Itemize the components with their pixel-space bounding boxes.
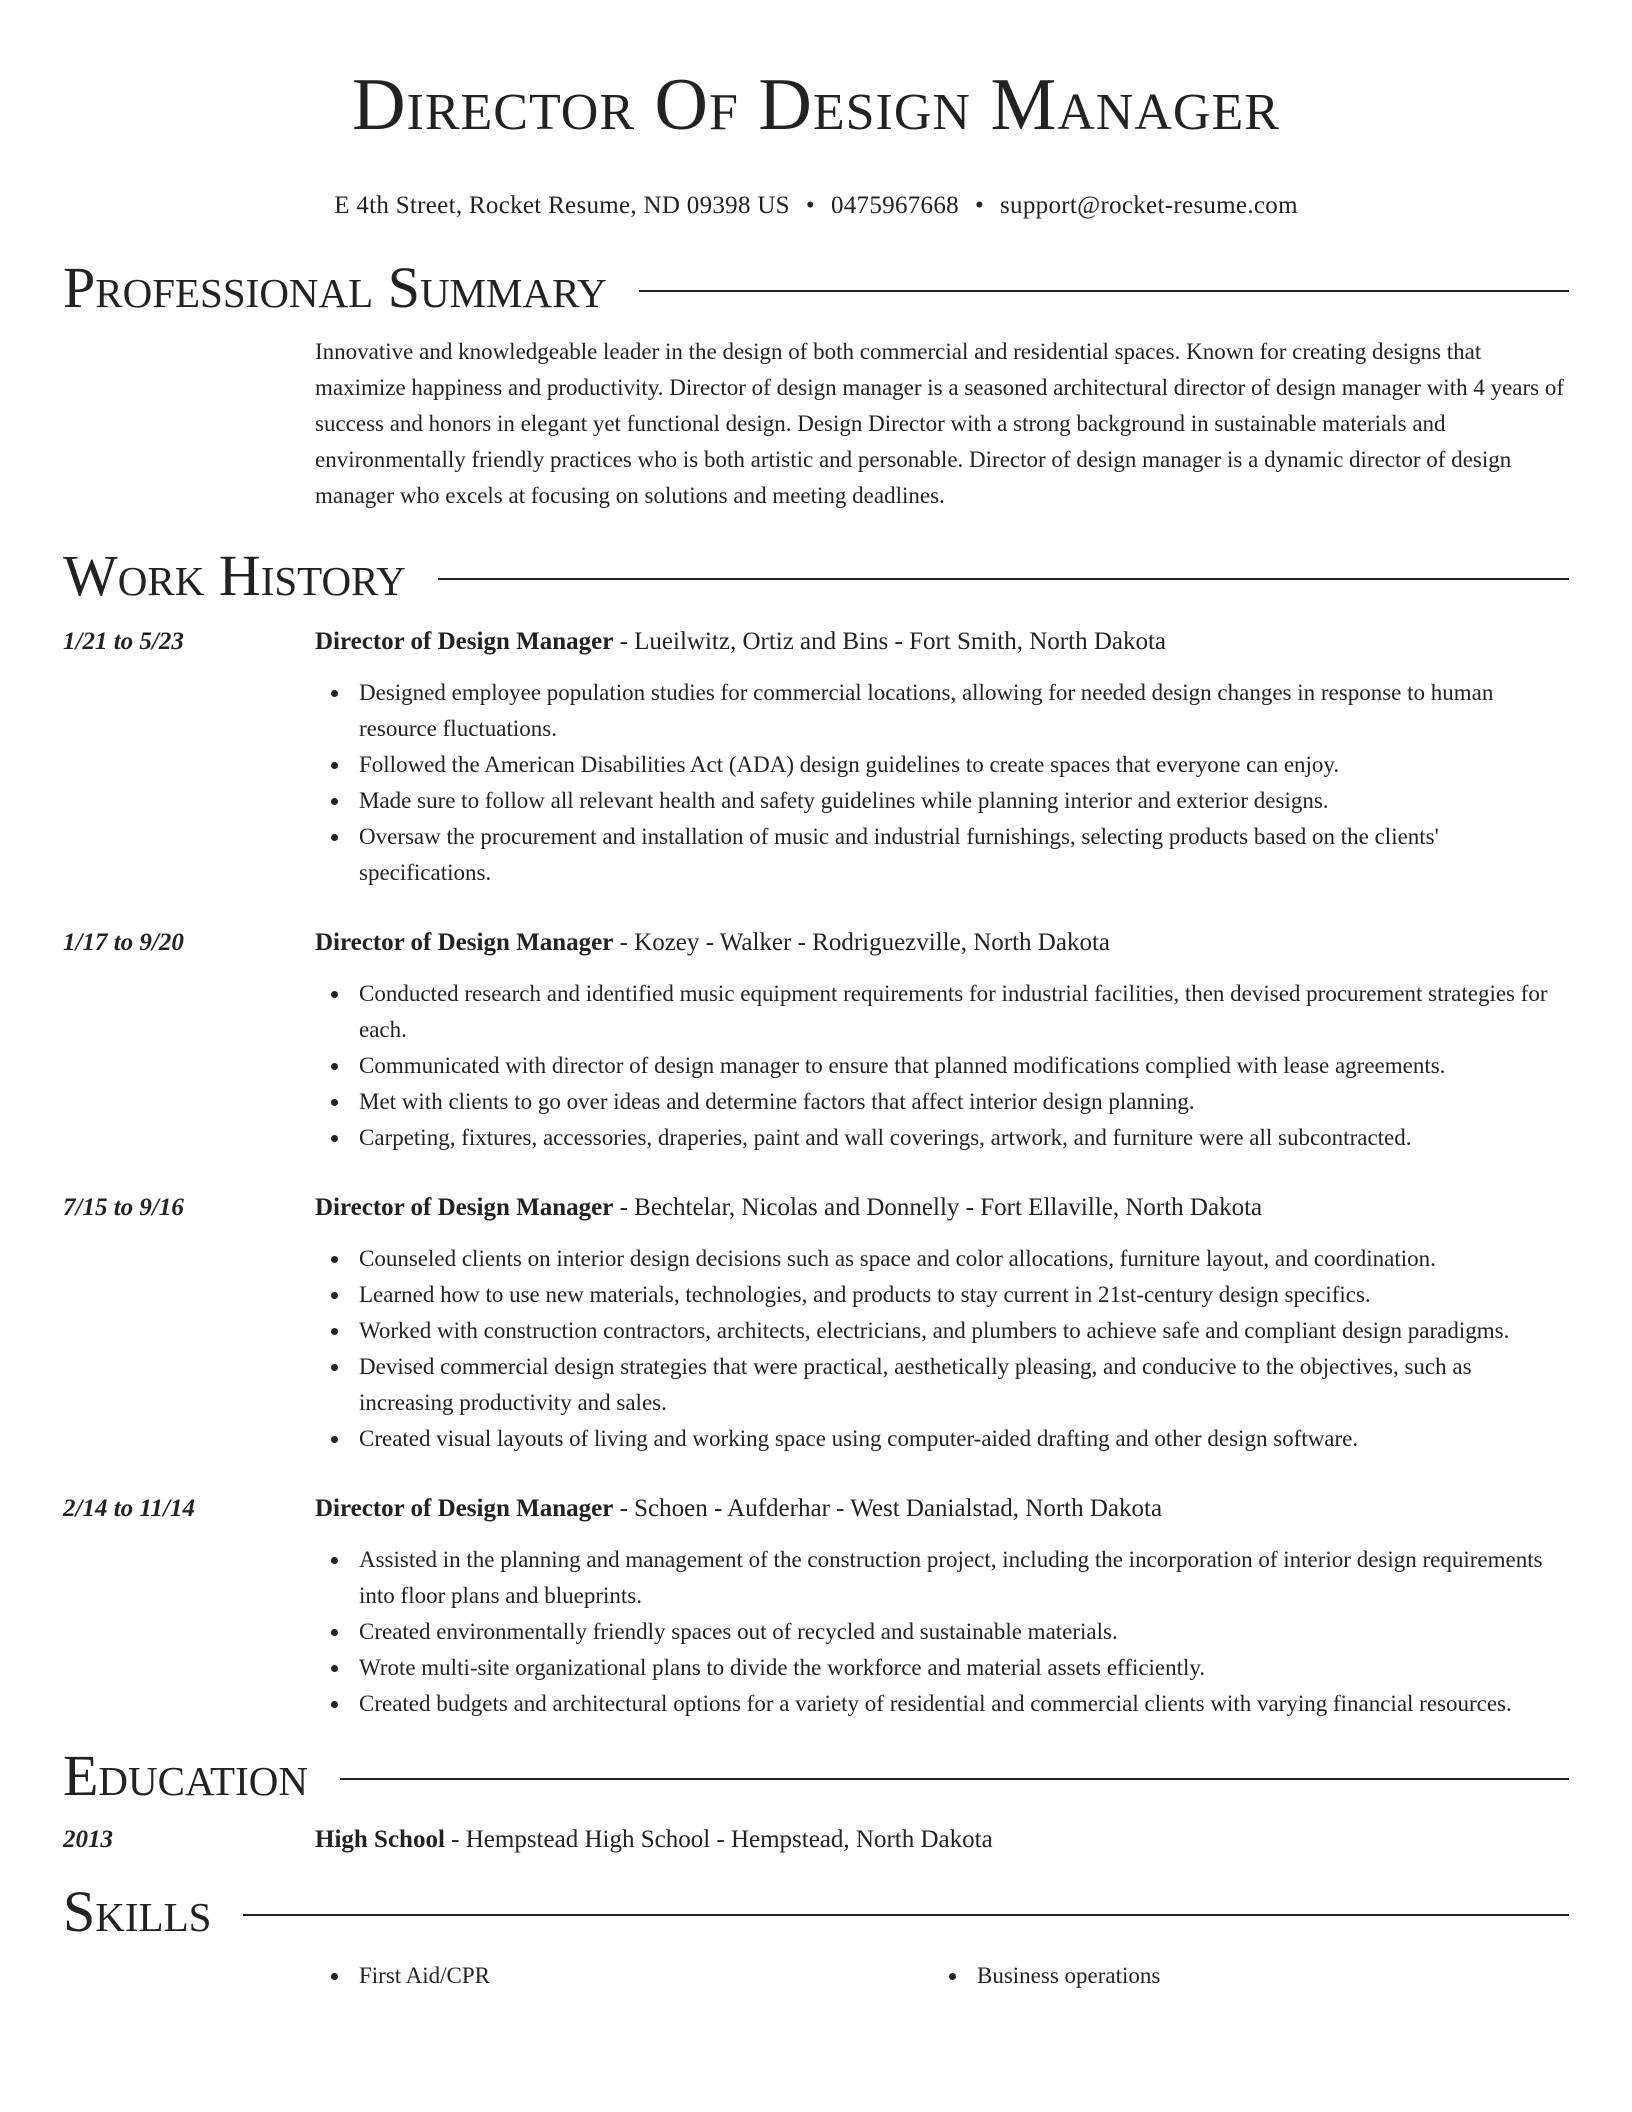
job-title	[315, 925, 1569, 961]
job-title	[315, 1190, 1569, 1226]
education-degree: High School	[315, 1826, 445, 1853]
bullet-item: Carpeting, fixtures, accessories, draperies, paint and wall coverings, artwork, and furniture were all subcontracted.	[359, 1120, 1569, 1156]
education-year: 2013	[63, 1826, 113, 1853]
education-school: - Hempstead High School - Hempstead, North Dakota	[451, 1826, 993, 1853]
contact-separator: •	[805, 192, 815, 219]
bullet-item: Met with clients to go over ideas and determine factors that affect interior design planning.	[359, 1084, 1569, 1120]
summary-section-header	[63, 256, 1569, 320]
job-company: - Bechtelar, Nicolas and Donnelly - Fort Ellaville, North Dakota	[619, 1194, 1263, 1221]
bullet-item: Made sure to follow all relevant health and safety guidelines while planning interior and exterior designs.	[359, 783, 1569, 819]
bullet-item: Assisted in the planning and management of the construction project, including the incorporation of interior design requirements into floor plans and blueprints.	[359, 1542, 1569, 1614]
job-company: - Schoen - Aufderhar - West Danialstad, North Dakota	[619, 1495, 1163, 1522]
section-divider	[438, 578, 1569, 580]
job-company: - Kozey - Walker - Rodriguezville, North Dakota	[619, 929, 1110, 956]
contact-phone: 0475967668	[830, 192, 959, 219]
job-role: Director of Design Manager	[315, 929, 614, 956]
job-role: Director of Design Manager	[315, 628, 614, 655]
job-dates: 1/21 to 5/23	[63, 628, 184, 655]
skills-section	[63, 1958, 1569, 1994]
job-dates: 1/17 to 9/20	[63, 929, 184, 956]
job-entry	[63, 1491, 1569, 1722]
bullet-item: Oversaw the procurement and installation of music and industrial furnishings, selecting products based on the clients' specifications.	[359, 819, 1569, 891]
bullet-item: Created visual layouts of living and working space using computer-aided drafting and other design software.	[359, 1421, 1569, 1457]
education-entry	[63, 1822, 1569, 1858]
job-entry	[63, 1190, 1569, 1457]
summary-text: Innovative and knowledgeable leader in the design of both commercial and residential spaces. Known for creating designs that maximize happiness and productivity. Director of design manager is a seasoned architectural director of design manager with 4 years of success and honors in elegant yet functional design. Design Director with a strong background in sustainable materials and environmentally friendly practices who is both artistic and personable. Director of design manager is a dynamic director of design manager who excels at focusing on solutions and meeting deadlines.	[315, 339, 1565, 508]
bullet-item: Created environmentally friendly spaces out of recycled and sustainable materials.	[359, 1614, 1569, 1650]
bullet-item: Communicated with director of design manager to ensure that planned modifications complied with lease agreements.	[359, 1048, 1569, 1084]
job-role: Director of Design Manager	[315, 1495, 614, 1522]
skills-column	[315, 1958, 933, 1994]
job-title	[315, 1491, 1569, 1527]
skills-section-header	[63, 1880, 1569, 1944]
job-bullets	[315, 976, 1569, 1156]
bullet-item: Devised commercial design strategies that were practical, aesthetically pleasing, and conducive to the objectives, such as increasing productivity and sales.	[359, 1349, 1569, 1421]
job-entry	[63, 925, 1569, 1156]
work-section-title: Work History	[63, 543, 406, 608]
job-bullets	[315, 1542, 1569, 1722]
work-section-header	[63, 544, 1569, 608]
summary-section-title: Professional Summary	[63, 255, 607, 320]
job-company: - Lueilwitz, Ortiz and Bins - Fort Smith, North Dakota	[619, 628, 1167, 655]
job-entry	[63, 624, 1569, 891]
section-divider	[243, 1914, 1569, 1916]
education-section-title: Education	[63, 1743, 308, 1808]
bullet-item: Designed employee population studies for commercial locations, allowing for needed design changes in response to human resource fluctuations.	[359, 675, 1569, 747]
skill-item: First Aid/CPR	[359, 1958, 933, 1994]
skill-item: Business operations	[977, 1958, 1551, 1994]
bullet-item: Worked with construction contractors, architects, electricians, and plumbers to achieve safe and compliant design paradigms.	[359, 1313, 1569, 1349]
job-dates: 2/14 to 11/14	[63, 1495, 195, 1522]
education-title	[315, 1822, 1569, 1858]
candidate-name: Director Of Design Manager	[352, 64, 1280, 146]
bullet-item: Followed the American Disabilities Act (ADA) design guidelines to create spaces that everyone can enjoy.	[359, 747, 1569, 783]
job-dates: 7/15 to 9/16	[63, 1194, 184, 1221]
skills-column	[933, 1958, 1551, 1994]
contact-line	[63, 190, 1569, 222]
contact-separator: •	[974, 192, 985, 219]
bullet-item: Learned how to use new materials, technologies, and products to stay current in 21st-century design specifics.	[359, 1277, 1569, 1313]
section-divider	[639, 290, 1569, 292]
bullet-item: Conducted research and identified music equipment requirements for industrial facilities, then devised procurement strategies for each.	[359, 976, 1569, 1048]
skills-section-title: Skills	[63, 1879, 212, 1944]
job-bullets	[315, 675, 1569, 891]
job-title	[315, 624, 1569, 660]
section-divider	[340, 1778, 1569, 1780]
summary-section	[63, 334, 1569, 514]
bullet-item: Counseled clients on interior design decisions such as space and color allocations, furniture layout, and coordination.	[359, 1241, 1569, 1277]
contact-address: E 4th Street, Rocket Resume, ND 09398 US	[334, 192, 790, 219]
bullet-item: Created budgets and architectural options for a variety of residential and commercial clients with varying financial resources.	[359, 1686, 1569, 1722]
bullet-item: Wrote multi-site organizational plans to divide the workforce and material assets efficiently.	[359, 1650, 1569, 1686]
job-bullets	[315, 1241, 1569, 1457]
contact-email: support@rocket-resume.com	[1000, 192, 1298, 219]
skills-grid	[315, 1958, 1569, 1994]
job-role: Director of Design Manager	[315, 1194, 614, 1221]
education-section-header	[63, 1744, 1569, 1808]
